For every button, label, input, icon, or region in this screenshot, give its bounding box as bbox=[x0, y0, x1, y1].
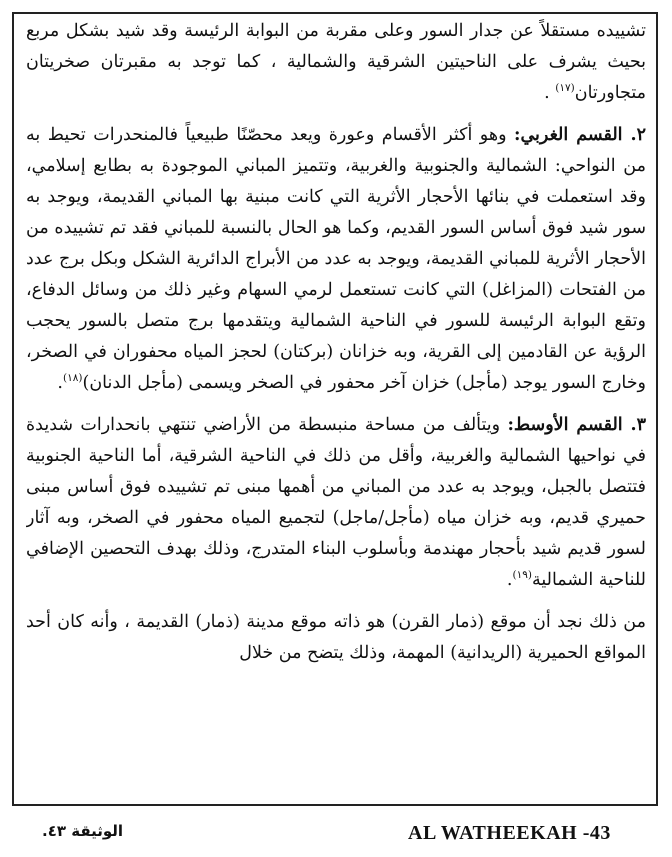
footnote-ref-17[interactable]: (١٧) bbox=[555, 82, 575, 95]
footnote-ref-18[interactable]: (١٨) bbox=[63, 372, 83, 385]
section-middle-text: ويتألف من مساحة منبسطة من الأراضي تنتهي بانحدارات شديدة في نواحيها الشمالية والغربية، وأقل من ذلك في الناحية الشرقية، أما الناحية الجنوبية فتتصل بالجبل، ويوجد به عدد من المباني من أهمها مبنى تم تشييده فوق أساس مبنى حميري قديم، وبه خزان مياه (مأجل/ماجل) لتجميع المياه محفور في الصخر، وبه آثار لسور قديم شيد بأحجار مهندمة وبأسلوب البناء المتدرج، وذلك بهدف التحصين الإضافي للناحية الشمالية bbox=[26, 415, 646, 590]
paragraph-conclusion bbox=[26, 607, 646, 669]
footer-journal-latin: AL WATHEEKAH -43 bbox=[408, 822, 611, 844]
article-text bbox=[26, 16, 646, 802]
section-western bbox=[26, 120, 646, 399]
page-footer bbox=[12, 814, 658, 850]
section-western-text: وهو أكثر الأقسام وعورة ويعد محصّنًا طبيعياً فالمنحدرات تحيط به من النواحي: الشمالية والجنوبية والغربية، وتتميز المباني الموجودة به بطابع إسلامي، وقد استعملت في بنائها الأحجار الأثرية التي كانت مبنية بها المباني القديمة، ويوجد به سور شيد فوق أساس السور القديم، وكما هو الحال بالنسبة للمباني فقد تم تشييده من الأحجار الأثرية للمباني القديمة، ويوجد به عدد من الأبراج الدائرية الشكل وبكل برج عدد من الفتحات (المزاغل) التي كانت تستعمل لرمي السهام وغير ذلك من وسائل الدفاع، وتقع البوابة الرئيسة للسور في الناحية الشمالية ويتقدمها برج متصل بالسور يحجب الرؤية عن القادمين إلى القرية، وبه خزانان (بركتان) لحجز المياه محفوران في الصخر، وخارج السور يوجد (مأجل) خزان آخر محفور في الصخر ويسمى (مأجل الدنان) bbox=[26, 125, 646, 393]
section-western-heading: ٢. القسم الغربي: bbox=[514, 125, 646, 145]
paragraph-intro-text: تشييده مستقلاً عن جدار السور وعلى مقربة من البوابة الرئيسة وقد شيد بشكل مربع بحيث يشرف على الناحيتين الشرقية والشمالية ، كما توجد به مقبرتان صخريتان متجاورتان bbox=[26, 21, 646, 103]
section-western-end: . bbox=[57, 373, 63, 393]
paragraph-conclusion-text: من ذلك نجد أن موقع (ذمار القرن) هو ذاته موقع مدينة (ذمار) القديمة ، وأنه كان أحد المواقع الحميرية (الريدانية) المهمة، وذلك يتضح من خلال bbox=[26, 612, 646, 663]
paragraph-intro bbox=[26, 16, 646, 109]
section-middle-heading: ٣. القسم الأوسط: bbox=[507, 415, 646, 435]
footnote-ref-19[interactable]: (١٩) bbox=[512, 569, 532, 582]
paragraph-intro-end: . bbox=[544, 83, 556, 103]
section-middle bbox=[26, 410, 646, 596]
footer-journal-arabic: الوثيقة ٤٣. bbox=[42, 822, 124, 840]
section-middle-end: . bbox=[506, 570, 513, 590]
